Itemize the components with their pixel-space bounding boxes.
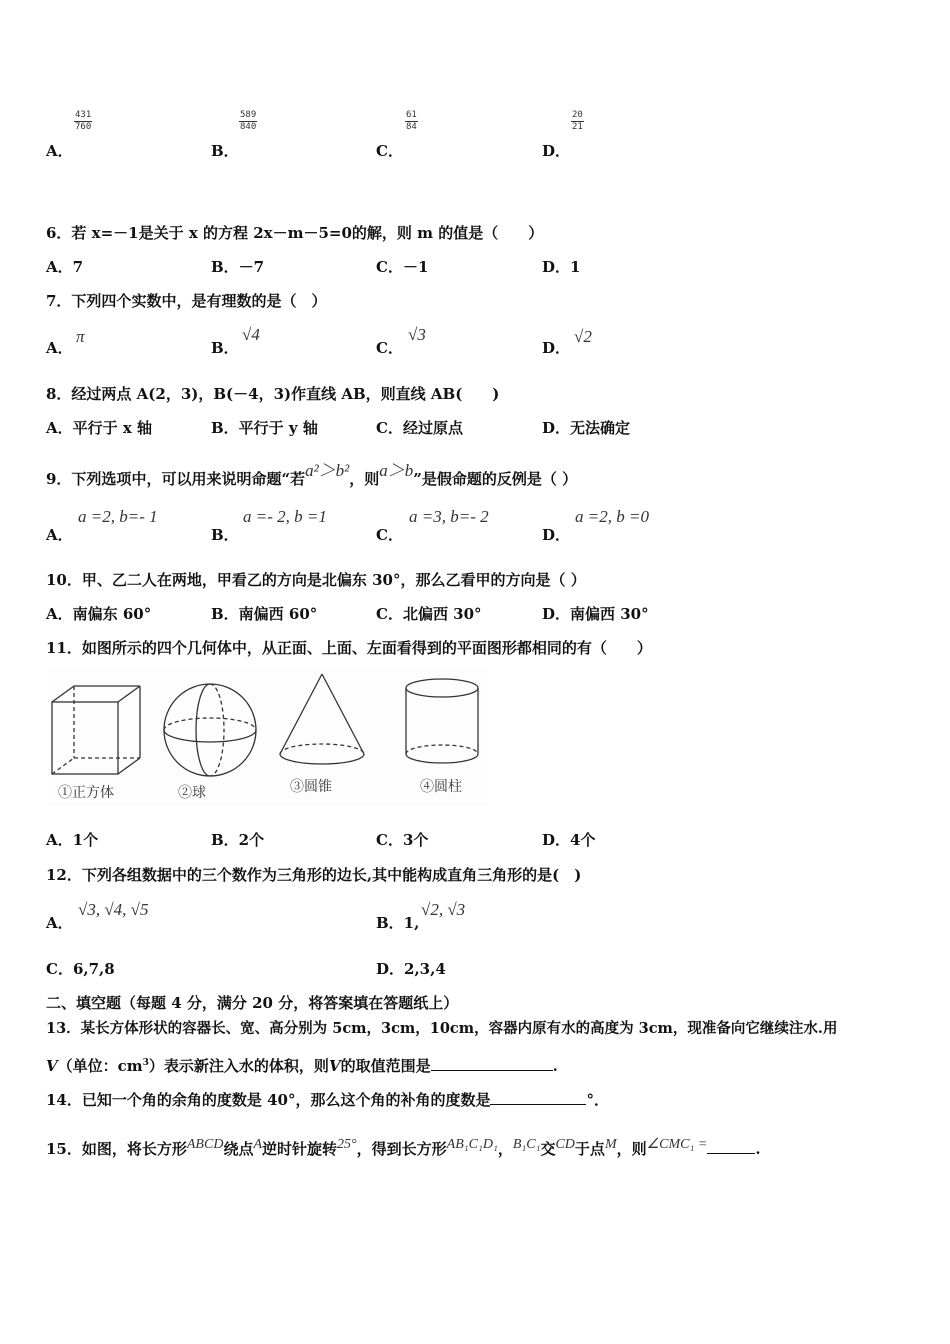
q6-option-d: D．1	[542, 258, 581, 276]
q7-option-a-label: A．	[46, 339, 73, 357]
q15-m6: CD	[555, 1137, 575, 1152]
q12-option-a-math: √3, √4, √5	[78, 900, 149, 919]
q14-text: 14．已知一个角的余角的度数是 40°，那么这个角的补角的度数是	[46, 1091, 491, 1109]
q10-option-a: A．南偏东 60°	[46, 605, 152, 623]
q13-period: .	[552, 1057, 558, 1075]
q15-t5: ，	[497, 1140, 513, 1158]
section-2-heading: 二、填空题（每题 4 分，满分 20 分，将答案填在答题纸上）	[46, 994, 459, 1012]
q5-option-a-label: A．	[46, 142, 73, 160]
q15-answer-blank[interactable]	[707, 1153, 755, 1154]
q13-text-mid: ）表示新注入水的体积，则	[148, 1057, 329, 1075]
q9-option-a-math: a =2, b=- 1	[78, 507, 158, 526]
q15-m5: B₁C₁	[512, 1137, 541, 1152]
q13-line2	[46, 1055, 558, 1076]
q15-t1: 15．如图，将长方形	[46, 1140, 187, 1158]
q5-d-denominator: 21	[572, 122, 583, 132]
sphere-shape	[164, 684, 256, 776]
q9-option-a-label: A．	[46, 526, 73, 544]
q11-option-b: B．2个	[211, 831, 265, 849]
q9-option-d-math: a =2, b =0	[575, 507, 649, 526]
q5-b-denominator: 840	[240, 122, 257, 132]
caption-sphere: ②球	[178, 784, 206, 800]
q5-option-d-fraction	[571, 110, 584, 133]
q10-option-d: D．南偏西 30°	[542, 605, 649, 623]
q7-option-a-math: π	[76, 327, 85, 346]
q7-option-c-label: C．	[376, 339, 403, 357]
q11-option-c: C．3个	[376, 831, 429, 849]
q5-option-b-label: B．	[211, 142, 239, 160]
q13-v-symbol-2: V	[328, 1057, 341, 1075]
q9-conclusion-math: a＞b	[379, 461, 414, 480]
q5-option-c-fraction	[405, 110, 418, 133]
q5-option-c-label: C．	[376, 142, 403, 160]
q5-d-numerator: 20	[572, 110, 583, 120]
q8-option-a: A．平行于 x 轴	[46, 419, 153, 437]
q13-unit-exponent: 3	[142, 1058, 149, 1068]
q10-option-b: B．南偏西 60°	[211, 605, 318, 623]
q11-stem: 11．如图所示的四个几何体中，从正面、上面、左面看得到的平面图形都相同的有（ ）	[46, 639, 652, 657]
q5-option-b-fraction	[239, 110, 257, 133]
q15-end: .	[755, 1140, 761, 1158]
q10-stem: 10．甲、乙二人在两地，甲看乙的方向是北偏东 30°，那么乙看甲的方向是（ ）	[46, 571, 586, 589]
q5-a-numerator: 431	[75, 110, 92, 120]
q10-option-c: C．北偏西 30°	[376, 605, 482, 623]
cylinder-shape	[406, 679, 478, 763]
q15-m3: 25°	[337, 1137, 357, 1152]
q11-option-a: A．1个	[46, 831, 99, 849]
q7-option-d-math: √2	[574, 327, 592, 346]
q15-t4: ，得到长方形	[356, 1140, 447, 1158]
q8-option-c: C．经过原点	[376, 419, 463, 437]
q12-option-b-math: √2, √3	[421, 900, 466, 919]
q15-t2: 绕点	[223, 1140, 254, 1158]
q6-stem: 6．若 x=－1是关于 x 的方程 2x－m－5=0的解，则 m 的值是（ ）	[46, 224, 544, 242]
q9-option-b-label: B．	[211, 526, 239, 544]
q9-option-b-math: a =- 2, b =1	[243, 507, 327, 526]
q12-option-d: D．2,3,4	[376, 960, 446, 978]
q14-end: °．	[586, 1091, 609, 1109]
q14-answer-blank[interactable]	[490, 1104, 586, 1105]
q15-m4: AB₁C₁D₁	[446, 1137, 498, 1152]
q15-m2: A	[253, 1137, 263, 1152]
q6-option-a: A．7	[46, 258, 84, 276]
q9-option-d-label: D．	[542, 526, 571, 544]
q9-suffix: ”是假命题的反例是（ ）	[413, 470, 578, 488]
q15-m8: ∠CMC₁ =	[646, 1137, 708, 1152]
q9-stem	[46, 461, 578, 489]
q5-option-d-label: D．	[542, 142, 571, 160]
q7-option-c-math: √3	[408, 325, 426, 344]
caption-cube: ①正方体	[58, 784, 114, 800]
q12-option-a-label: A．	[46, 914, 73, 932]
q9-option-c-math: a =3, b=- 2	[409, 507, 489, 526]
q13-line1: 13．某长方体形状的容器长、宽、高分别为 5cm，3cm，10cm，容器内原有水的高度为 3cm，现准备向它继续注水.用	[46, 1020, 838, 1037]
q11-option-d: D．4个	[542, 831, 596, 849]
q7-stem: 7．下列四个实数中，是有理数的是（ ）	[46, 292, 327, 310]
q15-t3: 逆时针旋转	[262, 1140, 338, 1158]
cone-shape	[280, 674, 364, 764]
q13-answer-blank[interactable]	[431, 1070, 553, 1071]
q8-option-b: B．平行于 y 轴	[211, 419, 318, 437]
q8-stem: 8．经过两点 A(2，3)，B(－4，3)作直线 AB，则直线 AB( )	[46, 385, 500, 403]
q13-text-end: 的取值范围是	[340, 1057, 431, 1075]
q15-t7: 于点	[574, 1140, 605, 1158]
q15-stem	[46, 1138, 761, 1159]
q13-v-symbol: V	[46, 1057, 58, 1075]
caption-cylinder: ④圆柱	[420, 778, 462, 794]
q9-condition-math: a²＞b²	[305, 461, 350, 480]
q6-option-c: C．－1	[376, 258, 429, 276]
q7-option-b-math: √4	[242, 325, 260, 344]
q11-figure	[48, 668, 488, 806]
q15-t6: 交	[540, 1140, 556, 1158]
q13-unit-text: （单位：cm	[57, 1057, 143, 1075]
q15-m1: ABCD	[186, 1137, 224, 1152]
q5-b-numerator: 589	[240, 110, 257, 120]
q9-mid: ，则	[349, 470, 380, 488]
q5-c-numerator: 61	[406, 110, 417, 120]
q12-stem: 12．下列各组数据中的三个数作为三角形的边长,其中能构成直角三角形的是( )	[46, 866, 582, 884]
cube-shape	[52, 686, 140, 774]
q15-t8: ，则	[616, 1140, 647, 1158]
caption-cone: ③圆锥	[290, 778, 332, 794]
q7-option-b-label: B．	[211, 339, 239, 357]
q5-c-denominator: 84	[406, 122, 417, 132]
q7-option-d-label: D．	[542, 339, 571, 357]
q8-option-d: D．无法确定	[542, 419, 631, 437]
q14-stem	[46, 1089, 609, 1110]
q5-a-denominator: 760	[75, 122, 92, 132]
q15-m7: M	[604, 1137, 617, 1152]
q5-option-a-fraction	[74, 110, 92, 133]
q12-option-c: C．6,7,8	[46, 960, 115, 978]
q6-option-b: B．－7	[211, 258, 265, 276]
q9-option-c-label: C．	[376, 526, 403, 544]
q12-option-b-label: B．1,	[376, 914, 420, 932]
q9-prefix: 9．下列选项中，可以用来说明命题“若	[46, 470, 306, 488]
